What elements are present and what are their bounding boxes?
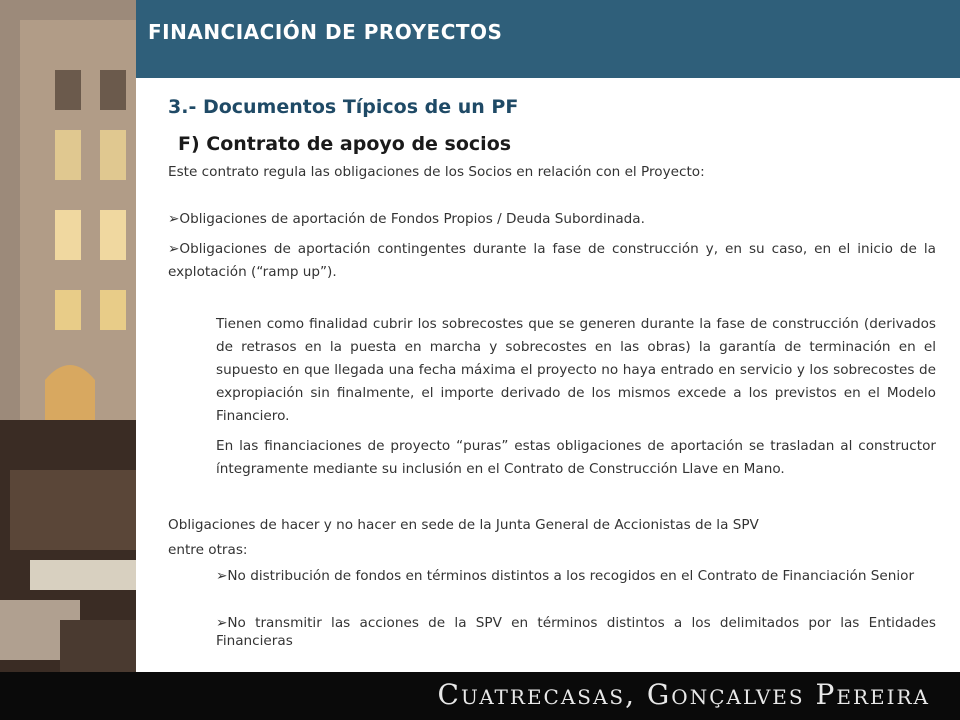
among-others-line: entre otras: xyxy=(168,542,248,558)
sub-bullet-text: No distribución de fondos en términos distintos a los recogidos en el Contrato de Financiación Senior xyxy=(227,568,915,584)
bullet-text: Obligaciones de aportación contingentes durante la fase de construcción y, en su caso, en el inicio de la explotación (“ramp up”). xyxy=(168,241,936,280)
section-subtitle: F) Contrato de apoyo de socios xyxy=(178,133,512,155)
obligations-line: Obligaciones de hacer y no hacer en sede de la Junta General de Accionistas de la SPV xyxy=(168,517,759,533)
arrow-bullet-icon: ➢ xyxy=(216,568,228,584)
arrow-bullet-icon: ➢ xyxy=(168,241,180,257)
bullet-item-1 xyxy=(168,208,938,231)
section-title: 3.- Documentos Típicos de un PF xyxy=(168,96,519,118)
sub-bullet-text: No transmitir las acciones de la SPV en términos distintos a los delimitados por las Entidades Financieras xyxy=(216,615,936,649)
paragraph-1: Tienen como finalidad cubrir los sobrecostes que se generen durante la fase de construcción (derivados de retrasos en la puesta en marcha y sobrecostes en las obras) la garantía de terminación en el supuesto en que llegada una fecha máxima el proyecto no haya entrado en servicio y los sobrecostes de expropiación sin finalmente, el importe derivado de los mismos excede a los previstos en el Modelo Financiero. xyxy=(216,316,936,424)
building-photo xyxy=(0,0,136,720)
paragraph-2: En las financiaciones de proyecto “puras” estas obligaciones de aportación se trasladan al constructor íntegramente mediante su inclusión en el Contrato de Construcción Llave en Mano. xyxy=(216,438,936,477)
arrow-bullet-icon: ➢ xyxy=(168,211,180,227)
company-logo: Cuatrecasas, Gonçalves Pereira xyxy=(437,678,930,711)
arrow-bullet-icon: ➢ xyxy=(216,615,228,631)
sub-bullet-1 xyxy=(216,567,936,585)
sub-bullet-2 xyxy=(216,614,936,650)
bullet-item-2 xyxy=(168,238,936,284)
bullet-text: Obligaciones de aportación de Fondos Propios / Deuda Subordinada. xyxy=(179,211,645,227)
intro-text: Este contrato regula las obligaciones de los Socios en relación con el Proyecto: xyxy=(168,164,705,180)
page-title: FINANCIACIÓN DE PROYECTOS xyxy=(148,20,503,44)
